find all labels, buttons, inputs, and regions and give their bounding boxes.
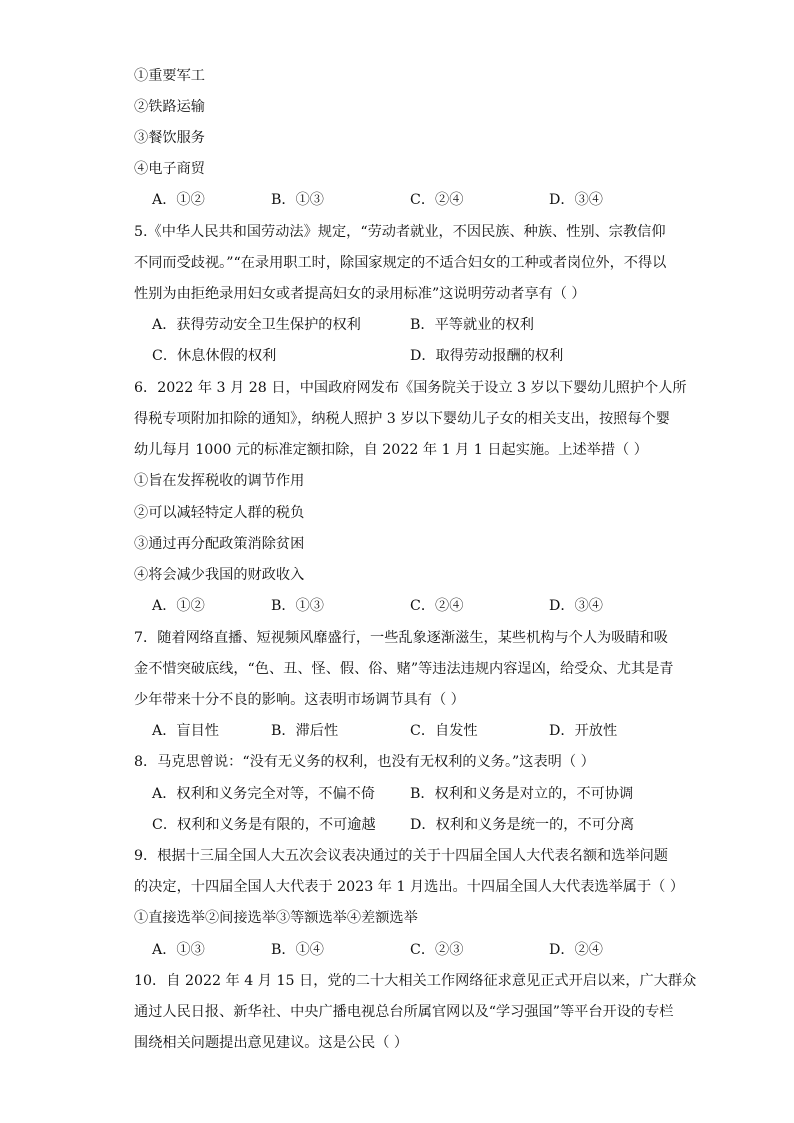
q6-text-3: 幼儿每月 1000 元的标准定额扣除，自 2022 年 1 月 1 日起实施。上述举措（ ） [134,442,648,458]
q6-text-2: 得税专项附加扣除的通知》，纳税人照护 3 岁以下婴幼儿子女的相关支出，按照每个婴 [134,411,670,427]
q8-option-a: A．权利和义务完全对等，不偏不倚 [152,786,376,802]
q5-text-1: 5.《中华人民共和国劳动法》规定，“劳动者就业，不因民族、种族、性别、宗教信仰 [134,224,666,240]
q10-text-2: 通过人民日报、新华社、中央广播电视总台所属官网以及“学习强国”等平台开设的专栏 [134,1004,674,1020]
q4-option-b: B．①③ [271,192,324,208]
q6-option-a: A．①② [152,598,205,614]
q6-item-4: ④将会减少我国的财政收入 [134,567,305,583]
q6-item-3: ③通过再分配政策消除贫困 [134,536,305,552]
q9-text-1: 9．根据十三届全国人大五次会议表决通过的关于十四届全国人大代表名额和选举问题 [134,848,668,864]
q6-option-b: B．①③ [271,598,324,614]
q6-item-1: ①旨在发挥税收的调节作用 [134,473,305,489]
q9-option-c: C．②③ [410,942,464,958]
q8-option-b: B．权利和义务是对立的，不可协调 [410,786,634,802]
q5-option-d: D．取得劳动报酬的权利 [410,348,564,364]
q7-option-c: C．自发性 [410,723,478,739]
q9-text-3: ①直接选举②间接选举③等额选举④差额选举 [134,910,418,926]
q7-text-2: 金不惜突破底线，“色、丑、怪、假、俗、赌”等违法违规内容逞凶，给受众、尤其是青 [134,661,674,677]
q4-item-1: ①重要军工 [134,68,205,84]
q9-option-b: B．①④ [271,942,324,958]
q7-option-a: A．盲目性 [152,723,219,739]
q7-option-b: B．滞后性 [271,723,339,739]
q8-text-1: 8．马克思曾说：“没有无义务的权利，也没有无权利的义务。”这表明（ ） [134,754,595,770]
q5-option-b: B．平等就业的权利 [410,317,534,333]
q4-item-4: ④电子商贸 [134,161,205,177]
q10-text-1: 10．自 2022 年 4 月 15 日，党的二十大相关工作网络征求意见正式开启以来，广大群众 [134,973,697,989]
q9-option-a: A．①③ [152,942,205,958]
q5-option-c: C．休息休假的权利 [152,348,277,364]
q9-option-d: D．②④ [549,942,603,958]
q6-item-2: ②可以减轻特定人群的税负 [134,505,305,521]
q5-option-a: A．获得劳动安全卫生保护的权利 [152,317,361,333]
q5-text-3: 性别为由拒绝录用妇女或者提高妇女的录用标准”这说明劳动者享有（ ） [134,286,586,302]
q5-text-2: 不同而受歧视。”“在录用职工时，除国家规定的不适合妇女的工种或者岗位外，不得以 [134,255,667,271]
q6-option-c: C．②④ [410,598,464,614]
q4-option-c: C．②④ [410,192,464,208]
q6-text-1: 6．2022 年 3 月 28 日，中国政府网发布《国务院关于设立 3 岁以下婴幼儿照护个人所 [134,380,687,396]
q7-text-3: 少年带来十分不良的影响。这表明市场调节具有（ ） [134,692,465,708]
q8-option-d: D．权利和义务是统一的，不可分离 [410,817,635,833]
q10-text-3: 围绕相关问题提出意见建议。这是公民（ ） [134,1035,409,1051]
q8-option-c: C．权利和义务是有限的，不可逾越 [152,817,376,833]
q7-text-1: 7．随着网络直播、短视频风靡盛行，一些乱象逐渐滋生，某些机构与个人为吸睛和吸 [134,630,668,646]
q4-option-a: A．①② [152,192,205,208]
q4-item-2: ②铁路运输 [134,99,205,115]
q4-item-3: ③餐饮服务 [134,130,205,146]
q9-text-2: 的决定，十四届全国人大代表于 2023 年 1 月选出。十四届全国人大代表选举属于（ ） [134,879,685,895]
q6-option-d: D．③④ [549,598,603,614]
q4-option-d: D．③④ [549,192,603,208]
q7-option-d: D．开放性 [549,723,618,739]
